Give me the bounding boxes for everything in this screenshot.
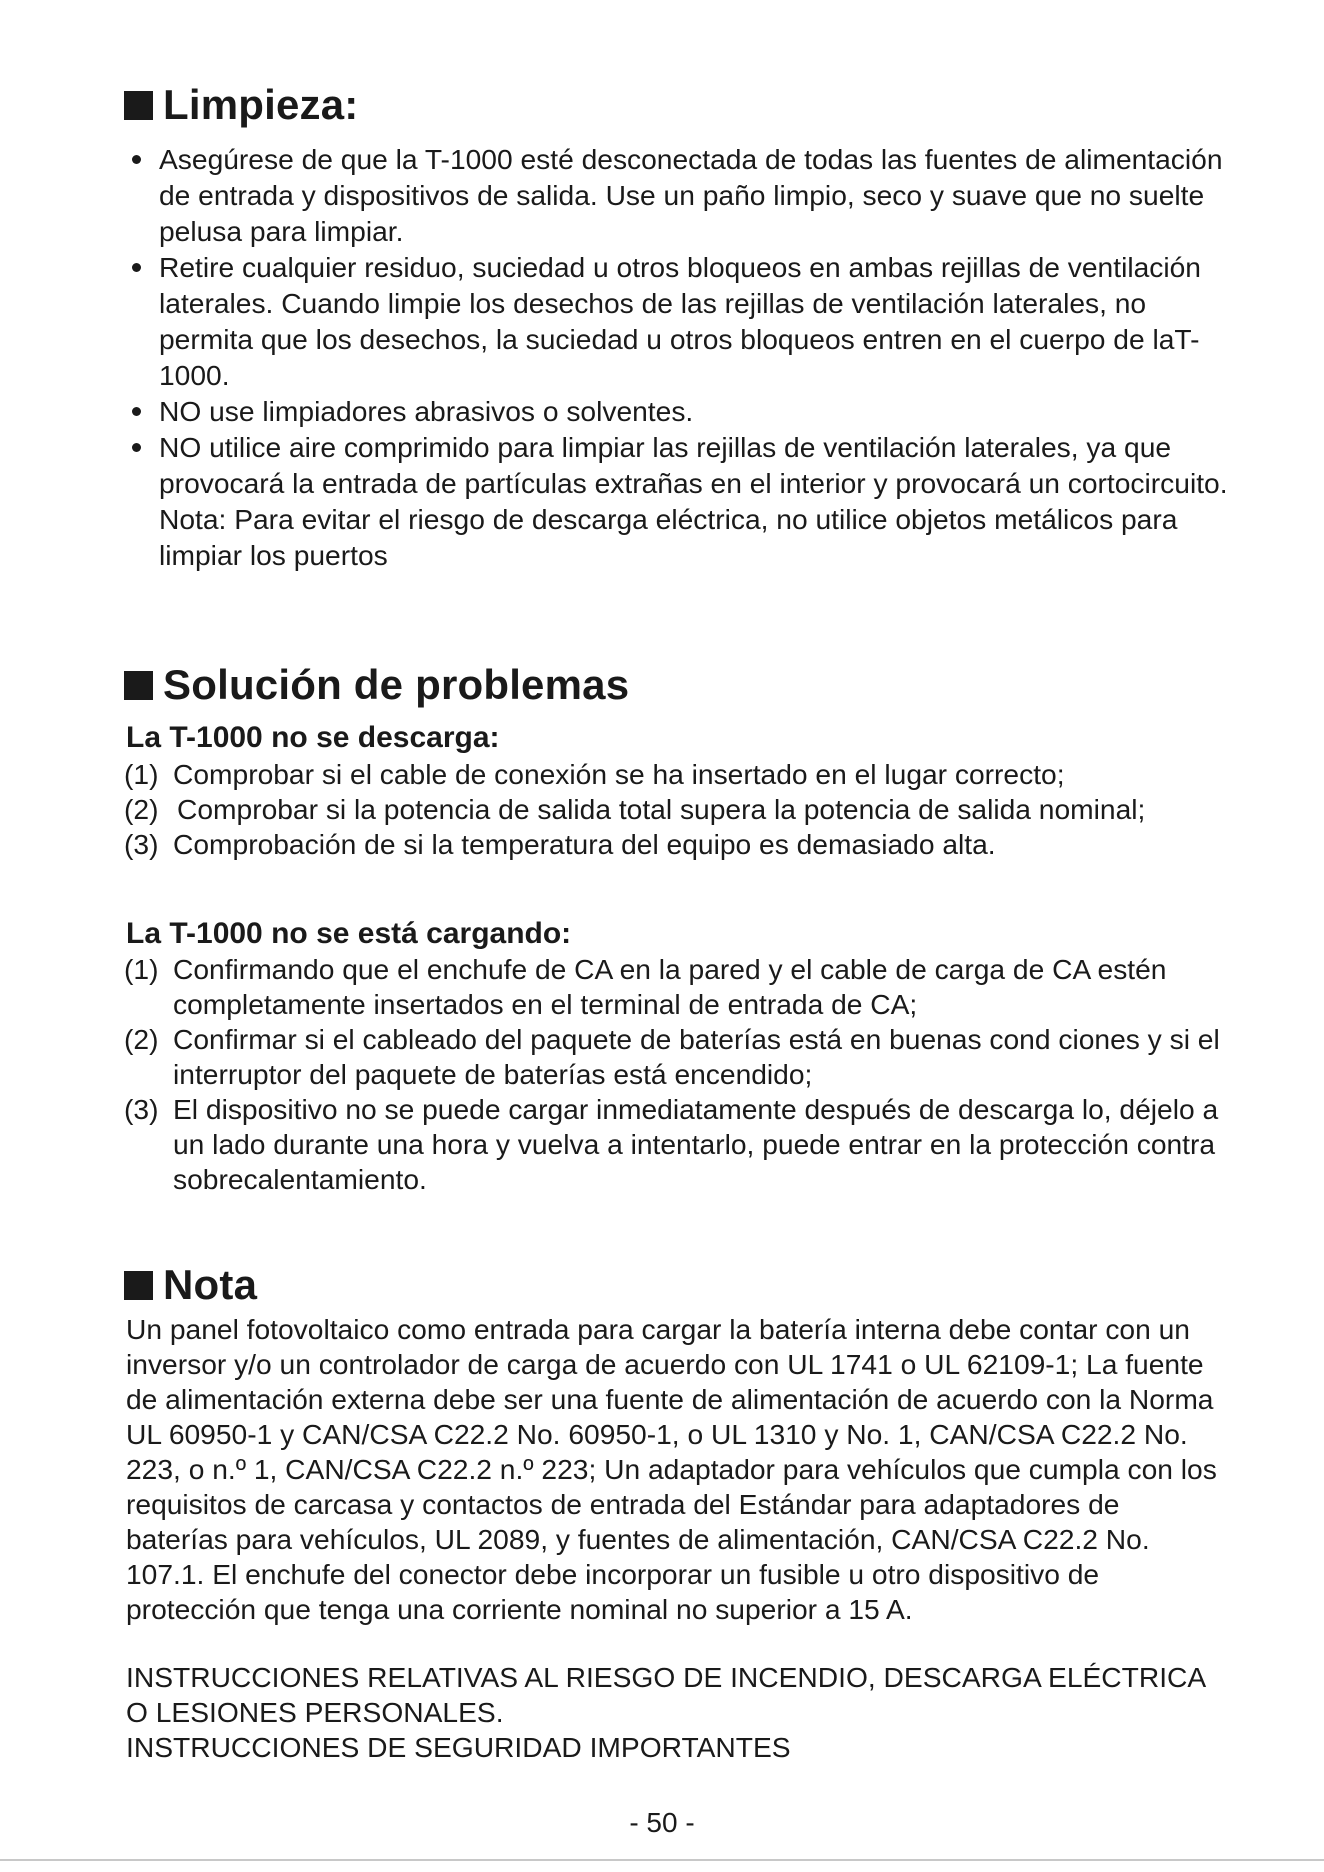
bullet-dot-icon	[132, 155, 141, 164]
section-title-troubleshooting	[124, 661, 630, 708]
bullet-dot-icon	[132, 443, 141, 452]
bullet-dot-icon	[132, 263, 141, 272]
square-bullet-icon	[124, 1271, 153, 1300]
subheading-not-charging: La T-1000 no se está cargando:	[126, 917, 572, 950]
list-item: (2) Confirmar si el cableado del paquete de baterías está en buenas cond ciones y si el interruptor del paquete de baterías está encendido;	[124, 1023, 1220, 1090]
section-title-text: Limpieza:	[163, 81, 359, 128]
section-title-text: Nota	[163, 1261, 258, 1308]
cleaning-item: NO utilice aire comprimido para limpiar las rejillas de ventilación laterales, ya que provocará la entrada de partículas extrañas en el interior y provocará un cortocircuito. Nota: Para evitar el riesgo de descarga eléctrica, no utilice objetos metálicos para limpiar los puertos	[122, 429, 1232, 573]
bullet-dot-icon	[132, 407, 141, 416]
section-title-text: Solución de problemas	[163, 661, 630, 708]
warning-fire-shock: INSTRUCCIONES RELATIVAS AL RIESGO DE INCENDIO, DESCARGA ELÉCTRICA O LESIONES PERSONALES.	[126, 1661, 1205, 1728]
square-bullet-icon	[124, 91, 153, 120]
no-discharge-list	[124, 757, 1234, 862]
list-item: (2) Comprobar si la potencia de salida total supera la potencia de salida nominal;	[124, 793, 1146, 825]
cleaning-item: NO use limpiadores abrasivos o solventes.	[122, 393, 1232, 429]
square-bullet-icon	[124, 671, 153, 700]
list-item: (1) Confirmando que el enchufe de CA en la pared y el cable de carga de CA estén completamente insertados en el terminal de entrada de CA;	[124, 953, 1167, 1020]
page-divider	[0, 1859, 1324, 1861]
page-number: - 50 -	[629, 1807, 695, 1838]
note-body: Un panel fotovoltaico como entrada para cargar la batería interna debe contar con un inversor y/o un controlador de carga de acuerdo con UL 1741 o UL 62109-1; La fuente de alimentación externa debe ser una fuente de alimentación de acuerdo con la Norma UL 60950-1 y CAN/CSA C22.2 No. 60950-1, o UL 1310 y No. 1, CAN/CSA C22.2 No. 223, o n.º 1, CAN/CSA C22.2 n.º 223; Un adaptador para vehículos que cumpla con los requisitos de carcasa y contactos de entrada del Estándar para adaptadores de baterías para vehículos, UL 2089, y fuentes de alimentación, CAN/CSA C22.2 No. 107.1. El enchufe del conector debe incorporar un fusible u otro dispositivo de protección que tenga una corriente nominal no superior a 15 A.	[126, 1313, 1217, 1625]
subheading-no-discharge: La T-1000 no se descarga:	[126, 721, 500, 754]
list-item: (3) El dispositivo no se puede cargar inmediatamente después de descarga lo, déjelo a un lado durante una hora y vuelva a intentarlo, puede entrar en la protección contra sobrecalentamiento.	[124, 1093, 1219, 1195]
not-charging-list	[124, 952, 1234, 1197]
section-title-note	[124, 1261, 258, 1308]
list-item: (3) Comprobación de si la temperatura del equipo es demasiado alta.	[124, 828, 996, 860]
cleaning-item: Retire cualquier residuo, suciedad u otros bloqueos en ambas rejillas de ventilación laterales. Cuando limpie los desechos de las rejillas de ventilación laterales, no permita que los desechos, la suciedad u otros bloqueos entren en el cuerpo de laT-1000.	[122, 249, 1232, 393]
cleaning-item: Asegúrese de que la T-1000 esté desconectada de todas las fuentes de alimentación de entrada y dispositivos de salida. Use un paño limpio, seco y suave que no suelte pelusa para limpiar.	[122, 141, 1232, 249]
list-item: (1) Comprobar si el cable de conexión se ha insertado en el lugar correcto;	[124, 758, 1065, 790]
cleaning-list	[122, 141, 1232, 573]
section-title-cleaning	[124, 81, 359, 128]
warning-safety-instructions: INSTRUCCIONES DE SEGURIDAD IMPORTANTES	[126, 1731, 791, 1763]
